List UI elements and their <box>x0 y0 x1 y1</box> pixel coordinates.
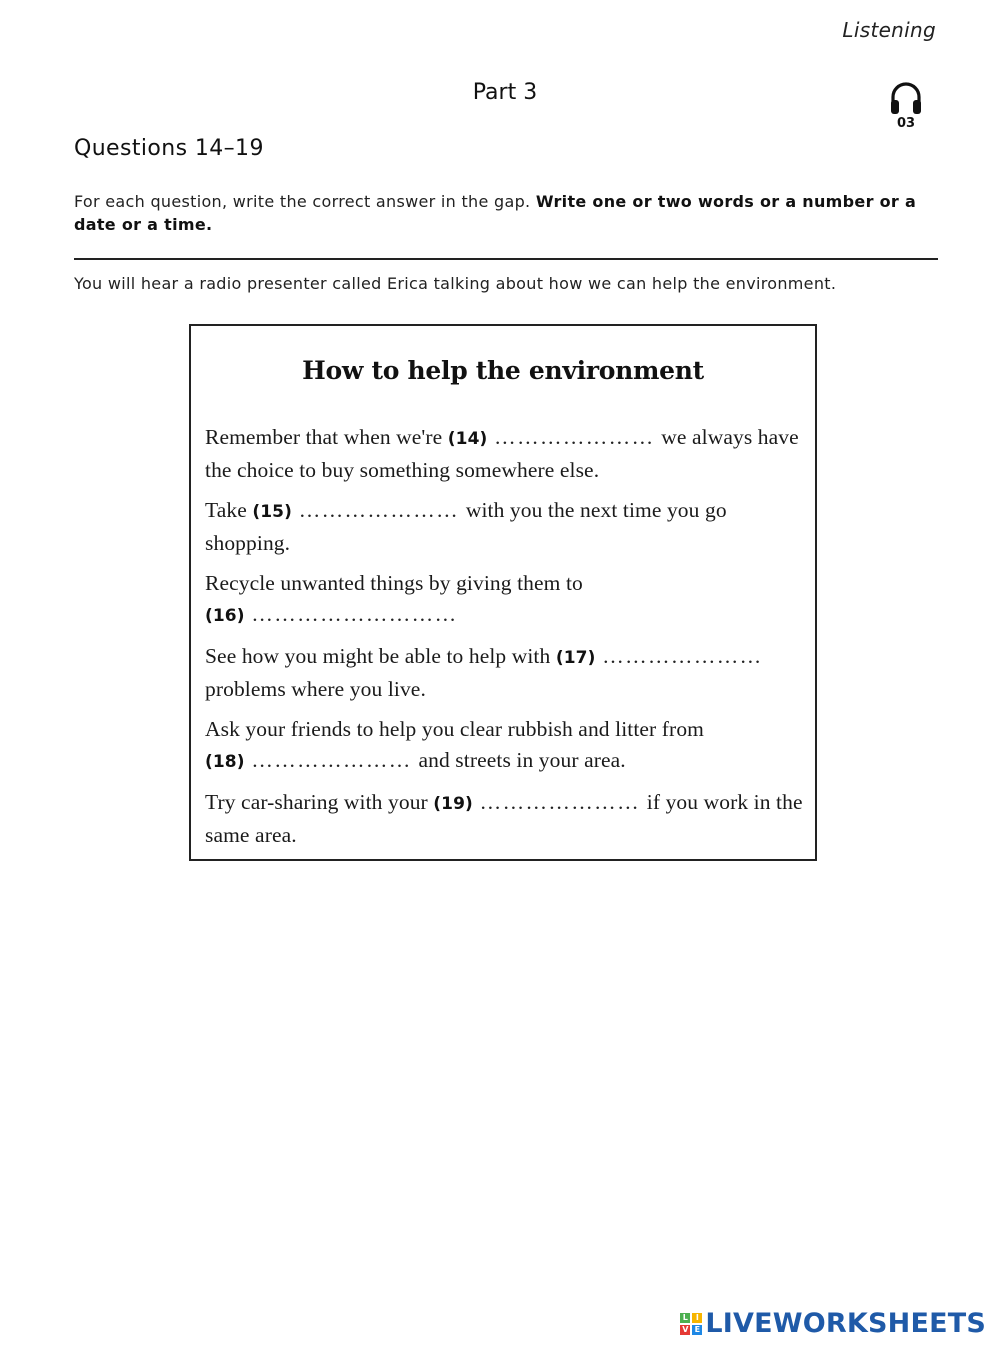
answer-gap[interactable]: ………………… <box>472 790 647 814</box>
answer-gap[interactable]: ………………… <box>291 498 466 522</box>
questions-heading: Questions 14–19 <box>74 136 264 161</box>
logo-text: LIVEWORKSHEETS <box>705 1308 986 1339</box>
logo-letter: E <box>692 1325 702 1335</box>
item-text: Take <box>205 498 253 522</box>
question-number: (17) <box>555 648 596 668</box>
question-item-16 <box>205 568 805 632</box>
question-number: (15) <box>252 502 292 522</box>
logo-letter: V <box>682 1324 689 1334</box>
question-item-17 <box>205 641 805 705</box>
question-item-19 <box>205 787 805 851</box>
question-item-14 <box>205 422 805 486</box>
question-item-18 <box>205 714 805 778</box>
logo-letter: L <box>680 1313 690 1323</box>
audio-track-number: 03 <box>896 116 916 131</box>
question-item-15 <box>205 495 805 559</box>
item-text: if you work in the same area. <box>205 790 803 847</box>
divider <box>74 258 938 260</box>
headphones-icon <box>888 80 924 116</box>
instructions-text: For each question, write the correct answer in the gap. <box>74 192 536 211</box>
item-text: Try car-sharing with your <box>205 790 434 814</box>
part-title: Part 3 <box>472 80 538 105</box>
item-text: See how you might be able to help with <box>205 644 556 668</box>
answer-gap[interactable]: ………………… <box>244 748 419 772</box>
logo-mark-icon <box>680 1313 702 1335</box>
question-number: (16) <box>205 606 245 626</box>
liveworksheets-logo[interactable] <box>680 1308 986 1339</box>
item-text: Recycle unwanted things by giving them to <box>205 571 583 595</box>
answer-gap[interactable]: ……………………… <box>244 602 458 626</box>
item-text: Ask your friends to help you clear rubbish and litter from <box>205 717 704 741</box>
notes-box-title: How to help the environment <box>302 356 704 385</box>
instructions-emphasis: Write one or two words or a number or a date or a time. <box>74 192 917 234</box>
item-text: we always have the choice to buy something somewhere else. <box>205 425 799 482</box>
question-number: (18) <box>205 752 245 772</box>
item-text: Remember that when we're <box>205 425 448 449</box>
notes-list <box>205 422 805 860</box>
item-text: problems where you live. <box>205 677 426 701</box>
audio-track-marker <box>884 80 928 131</box>
answer-gap[interactable]: ………………… <box>487 425 662 449</box>
section-label: Listening <box>842 18 936 42</box>
question-number: (14) <box>447 429 488 449</box>
item-text: with you the next time you go shopping. <box>205 498 727 555</box>
logo-letter: I <box>692 1313 702 1323</box>
answer-gap[interactable]: ………………… <box>595 644 763 668</box>
context-sentence: You will hear a radio presenter called Erica talking about how we can help the environment. <box>74 274 837 293</box>
instructions <box>74 190 924 236</box>
notes-box <box>189 324 817 861</box>
question-number: (19) <box>433 794 473 814</box>
item-text: and streets in your area. <box>418 748 626 772</box>
